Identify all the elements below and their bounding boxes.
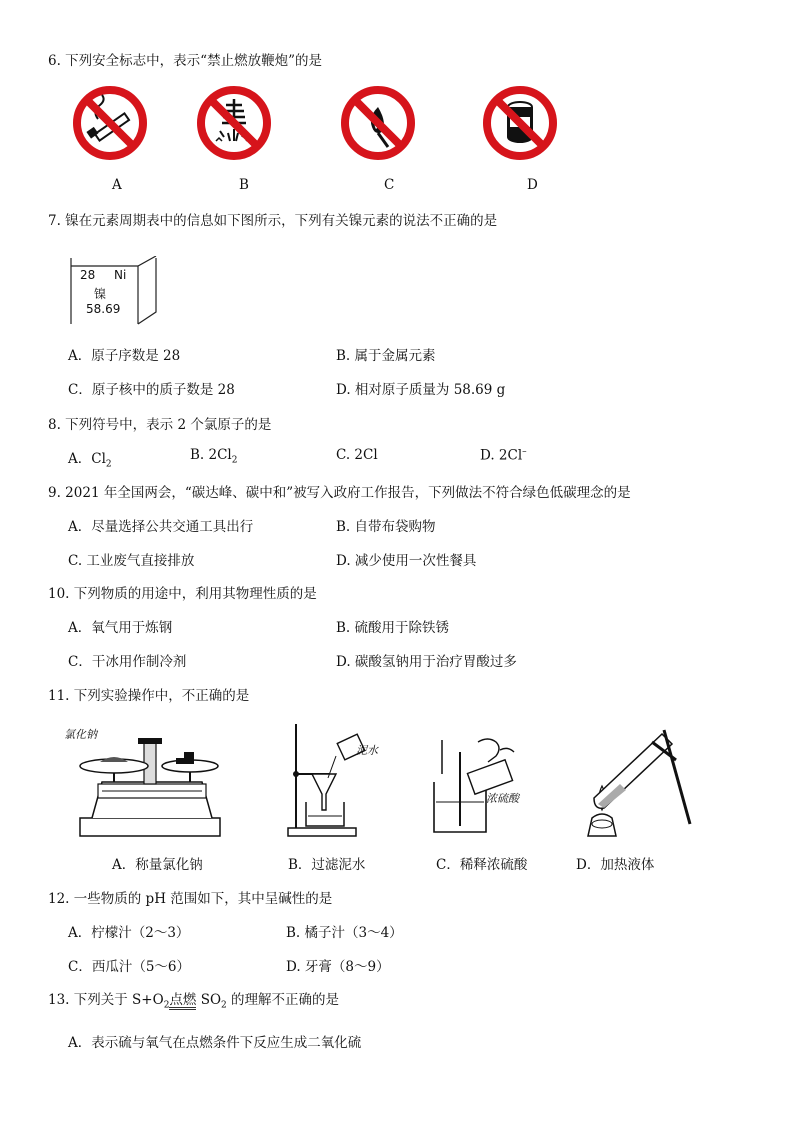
- filtration-figure: [282, 722, 382, 840]
- q6-stem: 6. 下列安全标志中，表示“禁止燃放鞭炮”的是: [48, 53, 322, 69]
- q12-stem: 12. 一些物质的 pH 范围如下，其中呈碱性的是: [48, 891, 333, 907]
- q8-option-d: [480, 447, 527, 464]
- q13-reaction-condition: 点燃: [169, 992, 197, 1008]
- q6-label-a: A: [112, 177, 122, 193]
- q13-stem-post: 的理解不正确的是: [226, 992, 340, 1008]
- q7-stem: 7. 镍在元素周期表中的信息如下图所示，下列有关镍元素的说法不正确的是: [48, 213, 498, 229]
- element-mass: 58.69: [86, 302, 121, 316]
- q7-option-b: B. 属于金属元素: [336, 348, 436, 364]
- q10-option-c: C．干冰用作制冷剂: [68, 654, 187, 670]
- no-open-flame-sign-icon: [340, 85, 416, 161]
- no-smoking-sign-icon: [72, 85, 148, 161]
- no-fireworks-sign-icon: [196, 85, 272, 161]
- q8-option-d-text: D. 2Cl: [480, 447, 523, 464]
- heating-liquid-figure: [572, 720, 702, 842]
- q6-label-d: D: [527, 177, 538, 193]
- no-explosives-sign-icon: [482, 85, 558, 161]
- q13-o2-sub: 2: [163, 1000, 170, 1011]
- q12-option-b: B. 橘子汁（3～4）: [286, 925, 403, 941]
- element-symbol: Ni: [114, 268, 127, 282]
- element-cell-ni: [70, 256, 158, 324]
- q9-option-d: D. 减少使用一次性餐具: [336, 553, 477, 569]
- nacl-label: 氯化钠: [64, 728, 97, 741]
- q11-option-c: C．稀释浓硫酸: [436, 857, 528, 873]
- dilute-acid-figure: [424, 722, 534, 840]
- q8-option-a-text: A．Cl: [68, 451, 106, 467]
- q9-option-a: A．尽量选择公共交通工具出行: [68, 519, 254, 535]
- q8-option-a-sub: 2: [105, 459, 112, 470]
- acid-label: 浓硫酸: [486, 792, 519, 805]
- q13-stem: [48, 988, 339, 1011]
- q10-option-d: D. 碳酸氢钠用于治疗胃酸过多: [336, 654, 517, 670]
- q9-option-b: B. 自带布袋购物: [336, 519, 436, 535]
- q10-stem: 10. 下列物质的用途中，利用其物理性质的是: [48, 586, 317, 602]
- q8-option-a: [68, 447, 112, 470]
- q7-option-a: A．原子序数是 28: [68, 348, 181, 364]
- q7-option-d: D. 相对原子质量为 58.69 g: [336, 382, 506, 398]
- q10-option-b: B. 硫酸用于除铁锈: [336, 620, 450, 636]
- mud-label: 泥水: [356, 744, 378, 757]
- q11-option-b: B．过滤泥水: [288, 857, 366, 873]
- q10-option-a: A．氧气用于炼钢: [68, 620, 173, 636]
- q13-so2-sub: 2: [221, 1000, 227, 1011]
- q8-option-b-text: B. 2Cl: [190, 447, 232, 463]
- element-number: 28: [80, 268, 96, 282]
- q12-option-c: C．西瓜汁（5～6）: [68, 959, 191, 975]
- q8-option-b: [190, 447, 237, 466]
- q13-stem-pre: 13. 下列关于 S+O: [48, 992, 164, 1008]
- q12-option-a: A．柠檬汁（2～3）: [68, 925, 190, 941]
- q12-option-d: D. 牙膏（8～9）: [286, 959, 390, 975]
- q8-option-d-sup: –: [522, 447, 527, 457]
- q8-stem: 8. 下列符号中，表示 2 个氯原子的是: [48, 417, 272, 433]
- q9-stem: 9. 2021 年全国两会，“碳达峰、碳中和”被写入政府工作报告，下列做法不符合绿色低碳理念的是: [48, 485, 631, 501]
- q11-stem: 11. 下列实验操作中，不正确的是: [48, 688, 250, 704]
- q9-option-c: C. 工业废气直接排放: [68, 553, 195, 569]
- q11-option-d: D．加热液体: [576, 857, 655, 873]
- q6-label-c: C: [384, 177, 395, 193]
- q13-so2: SO: [196, 992, 222, 1008]
- q6-label-b: B: [239, 177, 249, 193]
- q7-option-c: C．原子核中的质子数是 28: [68, 382, 235, 398]
- q8-option-b-sub: 2: [231, 455, 238, 466]
- q13-option-a: A．表示硫与氧气在点燃条件下反应生成二氧化硫: [68, 1035, 362, 1051]
- q8-option-c: C. 2Cl: [336, 447, 378, 463]
- element-name: 镍: [94, 287, 107, 301]
- q11-option-a: A．称量氯化钠: [112, 857, 203, 873]
